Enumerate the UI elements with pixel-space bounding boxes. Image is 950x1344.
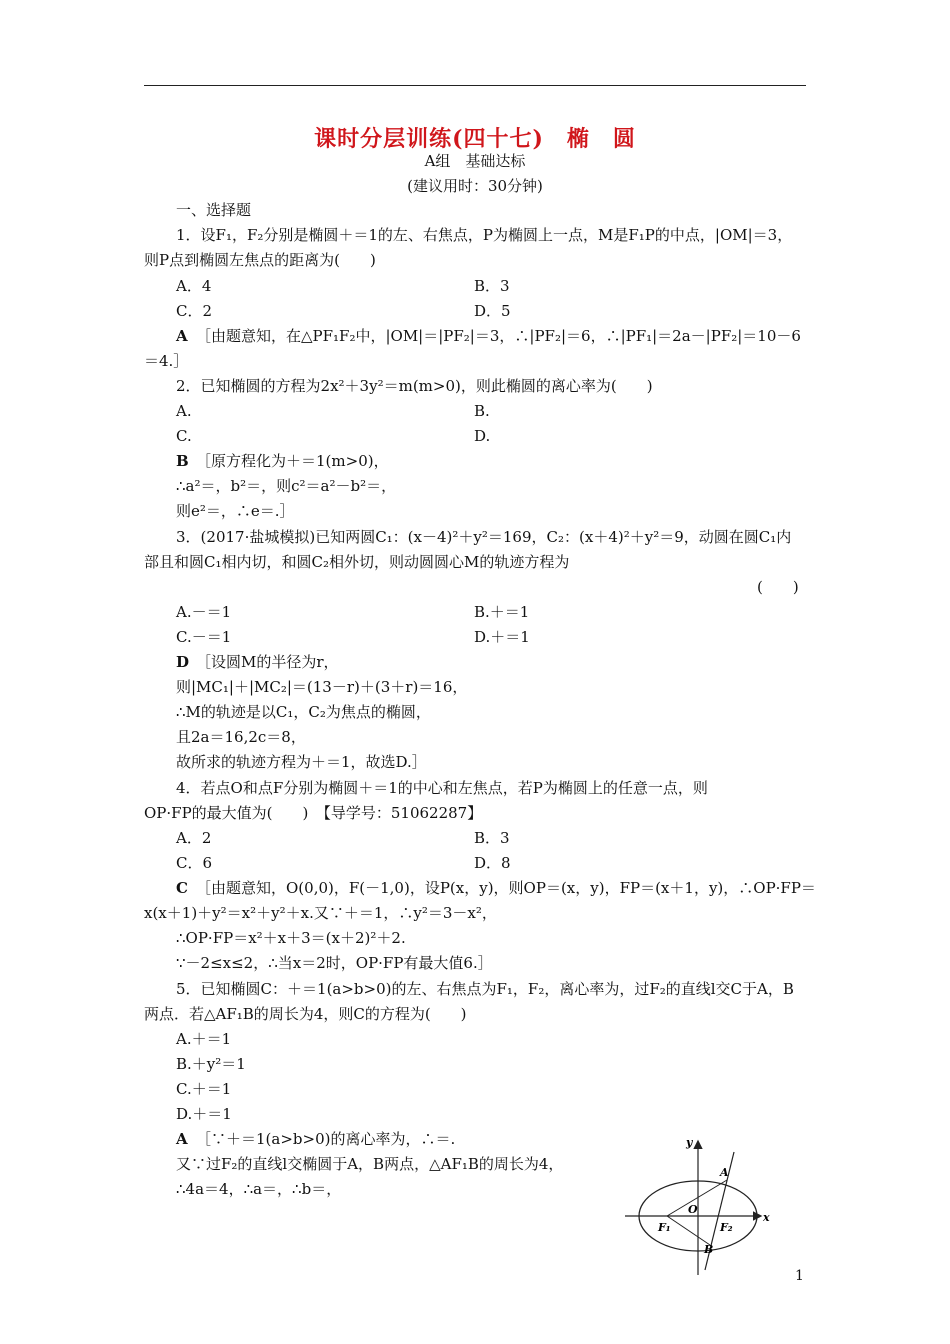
answer-4-line-1: ［由题意知，O(0,0)，F(－1,0)，设P(x，y)，则OP＝(x，y)，FP＝(x＋1，y)，∴OP·FP＝ bbox=[196, 879, 816, 897]
question-4-line-1: 4．若点O和点F分别为椭圆＋＝1的中心和左焦点，若P为椭圆上的任意一点，则 bbox=[176, 779, 708, 797]
focus-2-label: F₂ bbox=[720, 1221, 733, 1234]
answer-5-line-3: ∴4a＝4，∴a＝，∴b＝， bbox=[176, 1180, 342, 1198]
answer-4-line-3: ∴OP·FP＝x²＋x＋3＝(x＋2)²＋2. bbox=[176, 929, 406, 947]
answer-4-letter: C bbox=[176, 879, 188, 897]
top-rule bbox=[144, 85, 806, 86]
q1-option-a: A．4 bbox=[176, 277, 212, 295]
page-number: 1 bbox=[795, 1268, 804, 1284]
answer-3-line-1: ［设圆M的半径为r， bbox=[196, 653, 339, 671]
q3-option-d: D.＋＝1 bbox=[474, 628, 530, 646]
answer-3-line-4: 且2a＝16,2c＝8， bbox=[176, 728, 306, 746]
question-5-line-1: 5．已知椭圆C：＋＝1(a>b>0)的左、右焦点为F₁，F₂，离心率为，过F₂的直线l交C于A，B bbox=[176, 980, 794, 998]
answer-5-letter: A bbox=[176, 1130, 188, 1148]
q2-option-c: C. bbox=[176, 427, 192, 445]
origin-label: O bbox=[688, 1203, 698, 1216]
q3-option-a: A.－＝1 bbox=[176, 603, 232, 621]
y-axis-label: y bbox=[686, 1136, 693, 1149]
answer-3-letter: D bbox=[176, 653, 190, 671]
answer-5-line-2: 又∵过F₂的直线l交椭圆于A，B两点，△AF₁B的周长为4， bbox=[176, 1155, 564, 1173]
q5-option-d: D.＋＝1 bbox=[176, 1105, 232, 1123]
answer-1-line-2: ＝4.］ bbox=[144, 352, 189, 370]
q3-option-c: C.－＝1 bbox=[176, 628, 232, 646]
q4-option-b: B．3 bbox=[474, 829, 510, 847]
q1-option-b: B．3 bbox=[474, 277, 510, 295]
section-heading: 一、选择题 bbox=[176, 201, 252, 219]
q5-option-c: C.＋＝1 bbox=[176, 1080, 232, 1098]
answer-5-line-1: ［∵＋＝1(a>b>0)的离心率为，∴＝. bbox=[196, 1130, 456, 1148]
focus-1-label: F₁ bbox=[658, 1221, 671, 1234]
answer-1-letter: A bbox=[176, 327, 188, 345]
point-b-label: B bbox=[704, 1243, 714, 1256]
ellipse-figure bbox=[620, 1130, 800, 1280]
q2-option-a: A. bbox=[176, 402, 192, 420]
q4-option-d: D．8 bbox=[474, 854, 511, 872]
point-a-label: A bbox=[720, 1166, 729, 1179]
answer-3-line-5: 故所求的轨迹方程为＋＝1，故选D.］ bbox=[176, 753, 427, 771]
question-3-bracket: ( ) bbox=[757, 578, 799, 596]
x-axis-label: x bbox=[763, 1211, 770, 1224]
question-3-line-1: 3．(2017·盐城模拟)已知两圆C₁：(x－4)²＋y²＝169，C₂：(x＋4)²＋y²＝9，动圆在圆C₁内 bbox=[176, 528, 792, 546]
question-2: 2．已知椭圆的方程为2x²＋3y²＝m(m>0)，则此椭圆的离心率为( ) bbox=[176, 377, 653, 395]
answer-2-line-3: 则e²＝，∴e＝.］ bbox=[176, 502, 295, 520]
q4-option-a: A．2 bbox=[176, 829, 212, 847]
answer-4-line-2: x(x＋1)＋y²＝x²＋y²＋x.又∵＋＝1，∴y²＝3－x²， bbox=[144, 904, 497, 922]
group-subtitle: A组 基础达标 bbox=[424, 152, 526, 170]
answer-2-line-1: ［原方程化为＋＝1(m>0)， bbox=[196, 452, 389, 470]
q1-option-d: D．5 bbox=[474, 302, 511, 320]
answer-3-line-2: 则|MC₁|＋|MC₂|＝(13－r)＋(3＋r)＝16， bbox=[176, 678, 468, 696]
segment-f1-b bbox=[667, 1216, 710, 1245]
answer-1-line-1: ［由题意知，在△PF₁F₂中，|OM|＝|PF₂|＝3，∴|PF₂|＝6，∴|PF₁|＝2a－|PF₂|＝10－6 bbox=[196, 327, 801, 345]
answer-3-line-3: ∴M的轨迹是以C₁，C₂为焦点的椭圆， bbox=[176, 703, 431, 721]
q5-option-b: B.＋y²＝1 bbox=[176, 1055, 246, 1073]
answer-4-line-4: ∵－2≤x≤2，∴当x＝2时，OP·FP有最大值6.］ bbox=[176, 954, 493, 972]
question-5-line-2: 两点．若△AF₁B的周长为4，则C的方程为( ) bbox=[144, 1005, 467, 1023]
answer-2-letter: B bbox=[176, 452, 189, 470]
q1-option-c: C．2 bbox=[176, 302, 213, 320]
q5-option-a: A.＋＝1 bbox=[176, 1030, 232, 1048]
q2-option-b: B. bbox=[474, 402, 490, 420]
question-4-line-2: OP·FP的最大值为( ) 【导学号：51062287】 bbox=[144, 804, 483, 822]
question-1-line-2: 则P点到椭圆左焦点的距离为( ) bbox=[144, 251, 376, 269]
answer-2-line-2: ∴a²＝，b²＝，则c²＝a²－b²＝， bbox=[176, 477, 397, 495]
q4-option-c: C．6 bbox=[176, 854, 213, 872]
time-note: (建议用时：30分钟) bbox=[407, 177, 543, 195]
question-3-line-2: 部且和圆C₁相内切，和圆C₂相外切，则动圆圆心M的轨迹方程为 bbox=[144, 553, 570, 571]
question-1-line-1: 1．设F₁，F₂分别是椭圆＋＝1的左、右焦点，P为椭圆上一点，M是F₁P的中点，|OM|＝3， bbox=[176, 226, 793, 244]
q3-option-b: B.＋＝1 bbox=[474, 603, 530, 621]
page-title: 课时分层训练(四十七) 椭 圆 bbox=[314, 126, 636, 152]
q2-option-d: D. bbox=[474, 427, 491, 445]
